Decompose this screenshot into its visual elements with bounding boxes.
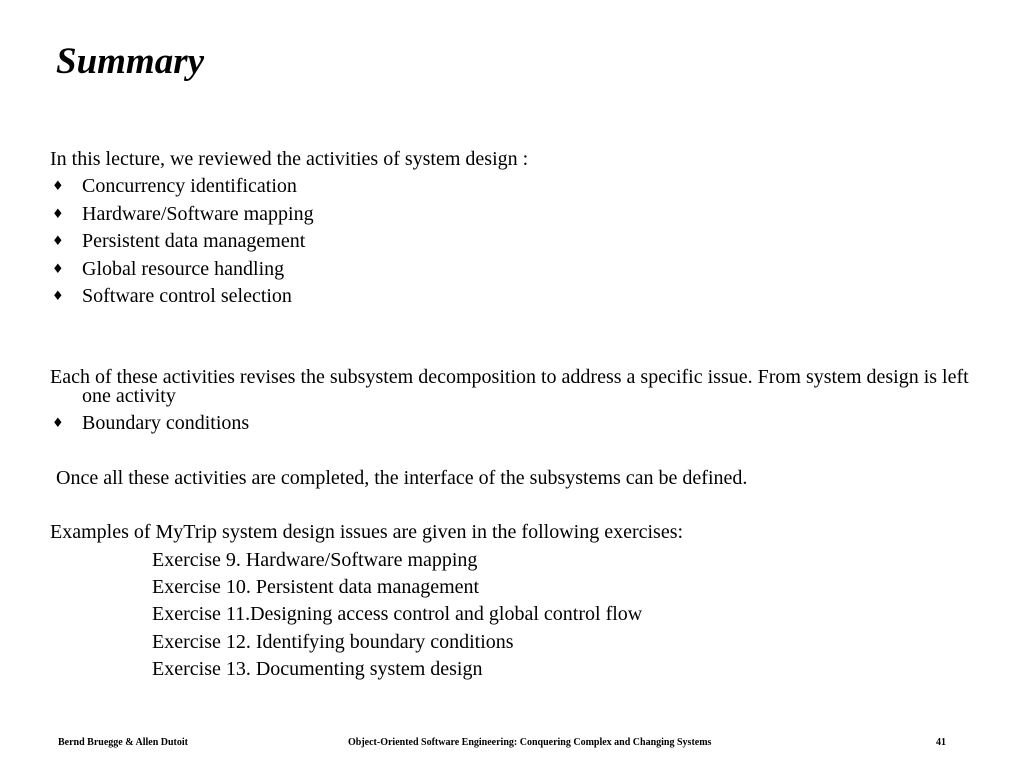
exercise-item: Exercise 10. Persistent data management — [152, 576, 480, 599]
list-item — [50, 201, 970, 228]
diamond-bullet-icon: ♦ — [52, 261, 64, 277]
exercise-item: Exercise 9. Hardware/Software mapping — [152, 548, 478, 571]
list-item-label: Concurrency identification — [82, 175, 297, 198]
spacer — [50, 492, 970, 519]
page-number: 41 — [936, 737, 946, 748]
slide-title: Summary — [56, 41, 205, 82]
diamond-bullet-icon: ♦ — [52, 179, 64, 195]
list-item-label: Hardware/Software mapping — [82, 202, 314, 225]
spacer — [50, 438, 970, 465]
examples-intro: Examples of MyTrip system design issues are given in the following exercises: — [50, 521, 684, 544]
exercise-item: Exercise 12. Identifying boundary conditions — [152, 630, 514, 653]
spacer — [50, 310, 970, 364]
revision-text: Each of these activities revises the subsystem decomposition to address a specific issue. From system design is left one activity — [50, 366, 969, 408]
diamond-bullet-icon: ♦ — [52, 416, 64, 432]
list-item — [50, 173, 970, 200]
exercise-item: Exercise 11.Designing access control and global control flow — [152, 603, 643, 626]
list-item — [50, 228, 970, 255]
completion-text: Once all these activities are completed, the interface of the subsystems can be defined. — [56, 466, 748, 489]
list-item-label: Software control selection — [82, 285, 292, 308]
list-item-label: Persistent data management — [82, 230, 306, 253]
footer-book-title: Object-Oriented Software Engineering: Conquering Complex and Changing Systems — [348, 737, 712, 748]
diamond-bullet-icon: ♦ — [52, 206, 64, 222]
footer-authors: Bernd Bruegge & Allen Dutoit — [58, 737, 188, 748]
diamond-bullet-icon: ♦ — [52, 289, 64, 305]
intro-text: In this lecture, we reviewed the activities of system design : — [50, 148, 529, 170]
list-item — [50, 256, 970, 283]
list-item — [50, 410, 970, 437]
slide-footer — [58, 737, 946, 748]
list-item-label: Boundary conditions — [82, 412, 250, 435]
diamond-bullet-icon: ♦ — [52, 234, 64, 250]
list-item-label: Global resource handling — [82, 257, 285, 280]
list-item — [50, 283, 970, 310]
slide-content — [50, 146, 970, 684]
exercises-list — [50, 547, 970, 684]
activities-list — [50, 173, 970, 310]
exercise-item: Exercise 13. Documenting system design — [152, 658, 483, 681]
remaining-activity-list — [50, 410, 970, 437]
